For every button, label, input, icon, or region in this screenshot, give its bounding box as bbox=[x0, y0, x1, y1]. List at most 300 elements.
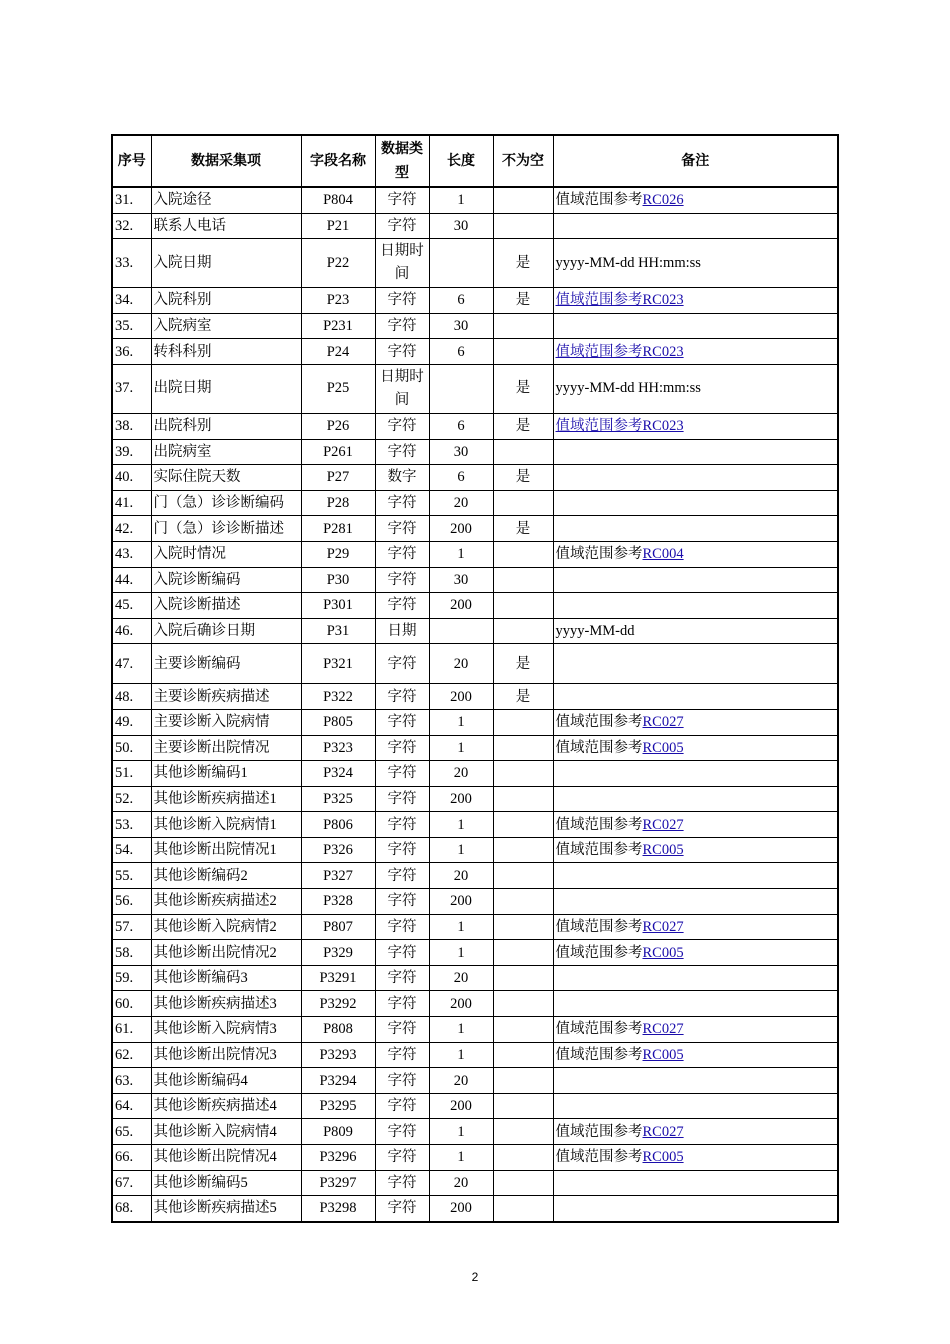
cell-seq: 40. bbox=[112, 465, 151, 491]
cell-notnull bbox=[493, 439, 553, 465]
cell-seq: 38. bbox=[112, 413, 151, 439]
cell-field: P3292 bbox=[301, 991, 375, 1017]
cell-notnull: 是 bbox=[493, 413, 553, 439]
cell-item: 其他诊断入院病情3 bbox=[151, 1017, 301, 1043]
header-length: 长度 bbox=[429, 135, 493, 187]
cell-remark bbox=[553, 541, 838, 567]
table-row bbox=[112, 187, 838, 213]
cell-notnull bbox=[493, 1145, 553, 1171]
cell-length: 200 bbox=[429, 516, 493, 542]
cell-length: 20 bbox=[429, 965, 493, 991]
cell-type: 字符 bbox=[375, 1017, 429, 1043]
cell-seq: 58. bbox=[112, 940, 151, 966]
cell-length: 1 bbox=[429, 837, 493, 863]
cell-field: P23 bbox=[301, 288, 375, 314]
header-seq: 序号 bbox=[112, 135, 151, 187]
table-row bbox=[112, 1119, 838, 1145]
cell-seq: 57. bbox=[112, 914, 151, 940]
remark-text: yyyy-MM-dd HH:mm:ss bbox=[555, 254, 701, 271]
table-row bbox=[112, 940, 838, 966]
cell-remark bbox=[553, 1093, 838, 1119]
cell-field: P3296 bbox=[301, 1145, 375, 1171]
cell-length: 20 bbox=[429, 1068, 493, 1094]
remark-link[interactable]: 值域范围参考RC023 bbox=[555, 292, 684, 309]
cell-item: 联系人电话 bbox=[151, 213, 301, 239]
cell-field: P323 bbox=[301, 735, 375, 761]
cell-remark bbox=[553, 786, 838, 812]
cell-type: 字符 bbox=[375, 889, 429, 915]
remark-text: 值域范围参考 bbox=[555, 944, 643, 961]
cell-length: 200 bbox=[429, 684, 493, 710]
cell-length: 200 bbox=[429, 593, 493, 619]
cell-type: 字符 bbox=[375, 313, 429, 339]
cell-type: 字符 bbox=[375, 786, 429, 812]
cell-item: 出院病室 bbox=[151, 439, 301, 465]
cell-type: 日期时间 bbox=[375, 364, 429, 413]
cell-field: P806 bbox=[301, 812, 375, 838]
cell-remark bbox=[553, 187, 838, 213]
cell-field: P807 bbox=[301, 914, 375, 940]
cell-seq: 67. bbox=[112, 1170, 151, 1196]
table-row bbox=[112, 465, 838, 491]
cell-remark bbox=[553, 516, 838, 542]
cell-field: P231 bbox=[301, 313, 375, 339]
cell-length: 1 bbox=[429, 735, 493, 761]
cell-item: 入院时情况 bbox=[151, 541, 301, 567]
table-body bbox=[112, 187, 838, 1222]
cell-length: 20 bbox=[429, 863, 493, 889]
cell-remark bbox=[553, 288, 838, 314]
table-row bbox=[112, 413, 838, 439]
remark-text: 值域范围参考 bbox=[555, 842, 643, 859]
cell-length: 1 bbox=[429, 812, 493, 838]
cell-field: P281 bbox=[301, 516, 375, 542]
table-row bbox=[112, 1145, 838, 1171]
table-row bbox=[112, 786, 838, 812]
table-row bbox=[112, 313, 838, 339]
table-row bbox=[112, 239, 838, 288]
cell-seq: 32. bbox=[112, 213, 151, 239]
header-item: 数据采集项 bbox=[151, 135, 301, 187]
remark-link[interactable]: RC005 bbox=[642, 842, 684, 859]
cell-notnull bbox=[493, 991, 553, 1017]
cell-seq: 37. bbox=[112, 364, 151, 413]
cell-field: P26 bbox=[301, 413, 375, 439]
cell-remark bbox=[553, 313, 838, 339]
cell-field: P31 bbox=[301, 618, 375, 644]
cell-notnull bbox=[493, 1017, 553, 1043]
cell-item: 入院日期 bbox=[151, 239, 301, 288]
cell-notnull: 是 bbox=[493, 465, 553, 491]
cell-item: 入院科别 bbox=[151, 288, 301, 314]
cell-item: 其他诊断疾病描述2 bbox=[151, 889, 301, 915]
cell-seq: 53. bbox=[112, 812, 151, 838]
cell-length: 20 bbox=[429, 644, 493, 684]
cell-length: 1 bbox=[429, 709, 493, 735]
cell-length: 1 bbox=[429, 940, 493, 966]
table-row bbox=[112, 593, 838, 619]
cell-item: 其他诊断编码1 bbox=[151, 761, 301, 787]
cell-length: 6 bbox=[429, 413, 493, 439]
cell-type: 字符 bbox=[375, 940, 429, 966]
table-row bbox=[112, 644, 838, 684]
cell-field: P22 bbox=[301, 239, 375, 288]
cell-length: 200 bbox=[429, 991, 493, 1017]
cell-length bbox=[429, 239, 493, 288]
cell-type: 字符 bbox=[375, 644, 429, 684]
cell-item: 入院诊断编码 bbox=[151, 567, 301, 593]
remark-link[interactable]: RC026 bbox=[642, 192, 684, 209]
cell-seq: 43. bbox=[112, 541, 151, 567]
cell-seq: 47. bbox=[112, 644, 151, 684]
table-row bbox=[112, 991, 838, 1017]
remark-text: 值域范围参考 bbox=[555, 714, 643, 731]
cell-field: P25 bbox=[301, 364, 375, 413]
remark-link[interactable]: RC027 bbox=[642, 816, 684, 833]
cell-type: 字符 bbox=[375, 1196, 429, 1222]
cell-notnull bbox=[493, 1093, 553, 1119]
cell-type: 字符 bbox=[375, 991, 429, 1017]
cell-remark bbox=[553, 684, 838, 710]
remark-link[interactable]: RC027 bbox=[642, 918, 684, 935]
table-row bbox=[112, 837, 838, 863]
cell-remark bbox=[553, 761, 838, 787]
remark-text: 值域范围参考 bbox=[555, 816, 643, 833]
cell-length: 6 bbox=[429, 288, 493, 314]
remark-text: 值域范围参考 bbox=[555, 1149, 643, 1166]
table-header-row bbox=[112, 135, 838, 187]
cell-item: 入院诊断描述 bbox=[151, 593, 301, 619]
cell-length: 6 bbox=[429, 465, 493, 491]
cell-remark bbox=[553, 490, 838, 516]
cell-item: 其他诊断出院情况1 bbox=[151, 837, 301, 863]
cell-type: 数字 bbox=[375, 465, 429, 491]
cell-seq: 36. bbox=[112, 339, 151, 365]
cell-item: 其他诊断出院情况3 bbox=[151, 1042, 301, 1068]
cell-type: 字符 bbox=[375, 288, 429, 314]
cell-notnull bbox=[493, 709, 553, 735]
table-row bbox=[112, 914, 838, 940]
cell-remark bbox=[553, 239, 838, 288]
remark-link[interactable]: RC004 bbox=[642, 546, 684, 563]
cell-remark bbox=[553, 618, 838, 644]
table-row bbox=[112, 735, 838, 761]
cell-notnull bbox=[493, 761, 553, 787]
data-dictionary-table bbox=[111, 134, 839, 1223]
cell-length: 30 bbox=[429, 213, 493, 239]
cell-item: 其他诊断编码5 bbox=[151, 1170, 301, 1196]
cell-seq: 68. bbox=[112, 1196, 151, 1222]
remark-text: yyyy-MM-dd HH:mm:ss bbox=[555, 380, 701, 397]
cell-type: 字符 bbox=[375, 1042, 429, 1068]
cell-field: P322 bbox=[301, 684, 375, 710]
cell-length: 20 bbox=[429, 1170, 493, 1196]
cell-notnull bbox=[493, 940, 553, 966]
table-row bbox=[112, 1170, 838, 1196]
cell-type: 字符 bbox=[375, 593, 429, 619]
page-number: 2 bbox=[471, 1270, 479, 1284]
remark-link[interactable]: RC027 bbox=[642, 714, 684, 731]
cell-item: 入院途径 bbox=[151, 187, 301, 213]
cell-field: P325 bbox=[301, 786, 375, 812]
table-row bbox=[112, 1068, 838, 1094]
cell-notnull bbox=[493, 618, 553, 644]
cell-seq: 35. bbox=[112, 313, 151, 339]
cell-remark bbox=[553, 339, 838, 365]
cell-item: 其他诊断疾病描述5 bbox=[151, 1196, 301, 1222]
cell-type: 字符 bbox=[375, 541, 429, 567]
header-remark: 备注 bbox=[553, 135, 838, 187]
cell-remark bbox=[553, 1017, 838, 1043]
cell-seq: 65. bbox=[112, 1119, 151, 1145]
cell-field: P327 bbox=[301, 863, 375, 889]
cell-notnull bbox=[493, 593, 553, 619]
table-row bbox=[112, 516, 838, 542]
cell-type: 字符 bbox=[375, 1068, 429, 1094]
cell-item: 门（急）诊诊断编码 bbox=[151, 490, 301, 516]
remark-text: 值域范围参考 bbox=[555, 192, 643, 209]
cell-remark bbox=[553, 812, 838, 838]
cell-notnull bbox=[493, 1068, 553, 1094]
cell-notnull bbox=[493, 541, 553, 567]
cell-remark bbox=[553, 837, 838, 863]
cell-field: P328 bbox=[301, 889, 375, 915]
table-row bbox=[112, 1042, 838, 1068]
cell-length: 1 bbox=[429, 1145, 493, 1171]
remark-link[interactable]: RC005 bbox=[642, 944, 684, 961]
table-row bbox=[112, 288, 838, 314]
cell-seq: 59. bbox=[112, 965, 151, 991]
cell-remark bbox=[553, 914, 838, 940]
cell-type: 字符 bbox=[375, 439, 429, 465]
cell-notnull bbox=[493, 567, 553, 593]
cell-item: 实际住院天数 bbox=[151, 465, 301, 491]
cell-item: 主要诊断编码 bbox=[151, 644, 301, 684]
cell-seq: 44. bbox=[112, 567, 151, 593]
cell-item: 其他诊断出院情况4 bbox=[151, 1145, 301, 1171]
cell-remark bbox=[553, 593, 838, 619]
remark-link[interactable]: RC005 bbox=[642, 1046, 684, 1063]
cell-field: P329 bbox=[301, 940, 375, 966]
cell-notnull: 是 bbox=[493, 288, 553, 314]
remark-link[interactable]: RC027 bbox=[642, 1123, 684, 1140]
table-row bbox=[112, 541, 838, 567]
cell-type: 字符 bbox=[375, 187, 429, 213]
cell-notnull bbox=[493, 735, 553, 761]
cell-length: 1 bbox=[429, 914, 493, 940]
cell-remark bbox=[553, 1196, 838, 1222]
cell-type: 字符 bbox=[375, 1093, 429, 1119]
cell-type: 字符 bbox=[375, 761, 429, 787]
cell-item: 其他诊断疾病描述3 bbox=[151, 991, 301, 1017]
cell-remark bbox=[553, 965, 838, 991]
cell-field: P321 bbox=[301, 644, 375, 684]
cell-notnull: 是 bbox=[493, 239, 553, 288]
cell-seq: 49. bbox=[112, 709, 151, 735]
cell-notnull: 是 bbox=[493, 644, 553, 684]
table-row bbox=[112, 213, 838, 239]
remark-text: 值域范围参考 bbox=[555, 1123, 643, 1140]
cell-seq: 42. bbox=[112, 516, 151, 542]
remark-link[interactable]: 值域范围参考RC023 bbox=[555, 418, 684, 435]
cell-seq: 51. bbox=[112, 761, 151, 787]
cell-notnull bbox=[493, 812, 553, 838]
cell-seq: 56. bbox=[112, 889, 151, 915]
cell-length: 30 bbox=[429, 439, 493, 465]
cell-remark bbox=[553, 465, 838, 491]
cell-type: 字符 bbox=[375, 213, 429, 239]
cell-item: 其他诊断出院情况2 bbox=[151, 940, 301, 966]
cell-notnull: 是 bbox=[493, 364, 553, 413]
cell-length: 30 bbox=[429, 567, 493, 593]
cell-remark bbox=[553, 644, 838, 684]
table-row bbox=[112, 1196, 838, 1222]
cell-field: P324 bbox=[301, 761, 375, 787]
table-row bbox=[112, 364, 838, 413]
cell-remark bbox=[553, 940, 838, 966]
table-row bbox=[112, 618, 838, 644]
cell-field: P24 bbox=[301, 339, 375, 365]
cell-field: P809 bbox=[301, 1119, 375, 1145]
cell-length: 30 bbox=[429, 313, 493, 339]
table-row bbox=[112, 812, 838, 838]
cell-notnull bbox=[493, 1170, 553, 1196]
remark-link[interactable]: RC005 bbox=[642, 1149, 684, 1166]
cell-item: 出院科别 bbox=[151, 413, 301, 439]
cell-field: P3298 bbox=[301, 1196, 375, 1222]
cell-remark bbox=[553, 735, 838, 761]
cell-item: 出院日期 bbox=[151, 364, 301, 413]
cell-remark bbox=[553, 709, 838, 735]
cell-notnull bbox=[493, 213, 553, 239]
cell-type: 字符 bbox=[375, 1170, 429, 1196]
cell-type: 字符 bbox=[375, 490, 429, 516]
cell-remark bbox=[553, 213, 838, 239]
cell-field: P3294 bbox=[301, 1068, 375, 1094]
remark-link[interactable]: 值域范围参考RC023 bbox=[555, 343, 684, 360]
remark-text: 值域范围参考 bbox=[555, 546, 643, 563]
cell-seq: 55. bbox=[112, 863, 151, 889]
table-row bbox=[112, 761, 838, 787]
table-row bbox=[112, 863, 838, 889]
cell-remark bbox=[553, 1068, 838, 1094]
cell-length: 1 bbox=[429, 1042, 493, 1068]
cell-notnull bbox=[493, 786, 553, 812]
cell-notnull bbox=[493, 313, 553, 339]
cell-notnull bbox=[493, 889, 553, 915]
cell-notnull bbox=[493, 339, 553, 365]
cell-notnull: 是 bbox=[493, 516, 553, 542]
cell-seq: 60. bbox=[112, 991, 151, 1017]
cell-type: 字符 bbox=[375, 709, 429, 735]
cell-notnull bbox=[493, 863, 553, 889]
cell-seq: 39. bbox=[112, 439, 151, 465]
cell-field: P29 bbox=[301, 541, 375, 567]
table-row bbox=[112, 889, 838, 915]
cell-item: 其他诊断编码4 bbox=[151, 1068, 301, 1094]
cell-length bbox=[429, 618, 493, 644]
table-row bbox=[112, 965, 838, 991]
cell-remark bbox=[553, 439, 838, 465]
cell-item: 其他诊断入院病情1 bbox=[151, 812, 301, 838]
cell-remark bbox=[553, 413, 838, 439]
cell-notnull bbox=[493, 1196, 553, 1222]
cell-field: P3297 bbox=[301, 1170, 375, 1196]
cell-seq: 45. bbox=[112, 593, 151, 619]
cell-type: 字符 bbox=[375, 735, 429, 761]
cell-type: 字符 bbox=[375, 965, 429, 991]
cell-notnull bbox=[493, 914, 553, 940]
cell-field: P805 bbox=[301, 709, 375, 735]
cell-seq: 54. bbox=[112, 837, 151, 863]
cell-item: 其他诊断编码3 bbox=[151, 965, 301, 991]
cell-field: P3291 bbox=[301, 965, 375, 991]
remark-link[interactable]: RC005 bbox=[642, 739, 684, 756]
cell-type: 日期 bbox=[375, 618, 429, 644]
cell-field: P30 bbox=[301, 567, 375, 593]
cell-length: 6 bbox=[429, 339, 493, 365]
cell-item: 主要诊断入院病情 bbox=[151, 709, 301, 735]
table-row bbox=[112, 567, 838, 593]
remark-text: yyyy-MM-dd bbox=[555, 623, 635, 640]
table-row bbox=[112, 684, 838, 710]
cell-remark bbox=[553, 1170, 838, 1196]
cell-item: 入院后确诊日期 bbox=[151, 618, 301, 644]
cell-type: 字符 bbox=[375, 339, 429, 365]
cell-length: 1 bbox=[429, 541, 493, 567]
cell-seq: 50. bbox=[112, 735, 151, 761]
cell-length: 200 bbox=[429, 1196, 493, 1222]
cell-length: 200 bbox=[429, 889, 493, 915]
cell-item: 门（急）诊诊断描述 bbox=[151, 516, 301, 542]
cell-length: 200 bbox=[429, 786, 493, 812]
cell-type: 字符 bbox=[375, 837, 429, 863]
cell-field: P27 bbox=[301, 465, 375, 491]
cell-field: P3293 bbox=[301, 1042, 375, 1068]
cell-length: 200 bbox=[429, 1093, 493, 1119]
cell-field: P28 bbox=[301, 490, 375, 516]
cell-seq: 46. bbox=[112, 618, 151, 644]
cell-item: 其他诊断疾病描述1 bbox=[151, 786, 301, 812]
cell-seq: 52. bbox=[112, 786, 151, 812]
cell-remark bbox=[553, 1119, 838, 1145]
cell-notnull bbox=[493, 490, 553, 516]
cell-item: 主要诊断出院情况 bbox=[151, 735, 301, 761]
cell-field: P21 bbox=[301, 213, 375, 239]
cell-item: 转科科别 bbox=[151, 339, 301, 365]
cell-remark bbox=[553, 889, 838, 915]
cell-seq: 48. bbox=[112, 684, 151, 710]
cell-remark bbox=[553, 863, 838, 889]
header-type: 数据类型 bbox=[375, 135, 429, 187]
cell-remark bbox=[553, 1145, 838, 1171]
remark-text: 值域范围参考 bbox=[555, 1021, 643, 1038]
cell-type: 字符 bbox=[375, 567, 429, 593]
cell-remark bbox=[553, 991, 838, 1017]
table-row bbox=[112, 439, 838, 465]
cell-seq: 33. bbox=[112, 239, 151, 288]
remark-link[interactable]: RC027 bbox=[642, 1021, 684, 1038]
table-row bbox=[112, 1093, 838, 1119]
cell-type: 字符 bbox=[375, 914, 429, 940]
cell-field: P301 bbox=[301, 593, 375, 619]
cell-item: 入院病室 bbox=[151, 313, 301, 339]
cell-seq: 63. bbox=[112, 1068, 151, 1094]
remark-text: 值域范围参考 bbox=[555, 1046, 643, 1063]
cell-field: P808 bbox=[301, 1017, 375, 1043]
remark-text: 值域范围参考 bbox=[555, 739, 643, 756]
cell-seq: 31. bbox=[112, 187, 151, 213]
